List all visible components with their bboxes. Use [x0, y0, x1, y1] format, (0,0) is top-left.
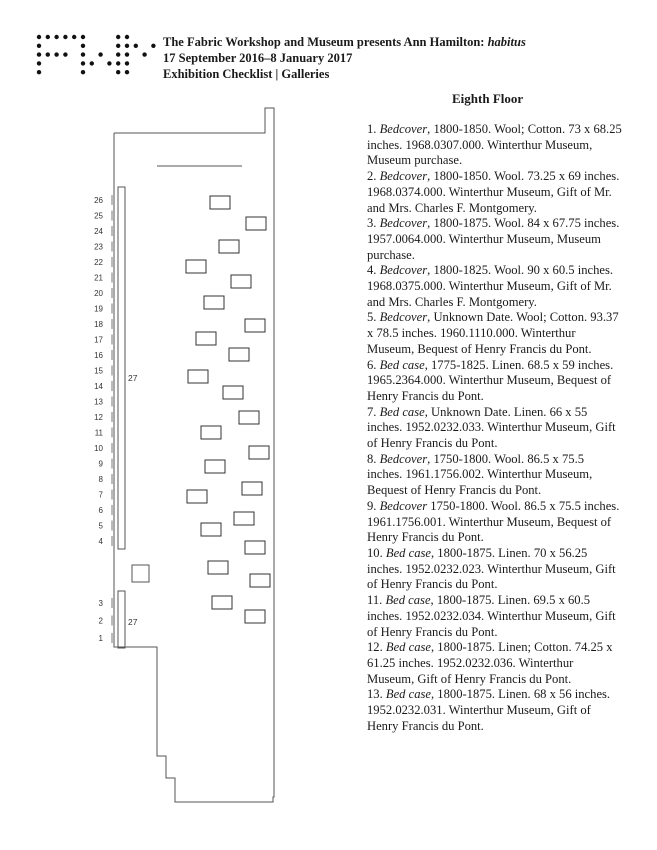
- entry-title: Bedcover: [379, 451, 428, 466]
- entry-details: , 1750-1800. Wool. 86.5 x 75.5 inches. 1961.1756.002. Winterthur Museum, Bequest of Henry Francis du Pont.: [367, 451, 593, 498]
- display-case: [212, 596, 232, 609]
- entry-number: 2.: [367, 169, 380, 184]
- display-case: [229, 348, 249, 361]
- display-case: [245, 319, 265, 332]
- row-number-12: 12: [94, 413, 103, 422]
- row-number-2: 2: [98, 616, 103, 626]
- outer-wall: [114, 108, 274, 802]
- display-case: [201, 523, 221, 536]
- display-case: [186, 260, 206, 273]
- entry-title: Bedcover: [379, 122, 428, 136]
- display-case: [246, 217, 266, 230]
- checklist-entry: [367, 263, 622, 310]
- checklist-entry: [367, 593, 622, 640]
- display-case: [231, 275, 251, 288]
- display-case: [234, 512, 254, 525]
- row-number-10: 10: [94, 444, 103, 453]
- entry-title: Bed case: [379, 357, 425, 372]
- entry-number: 6.: [367, 357, 380, 372]
- entry-details: , Unknown Date. Linen. 66 x 55 inches. 1952.0232.033. Winterthur Museum, Gift of Henry Francis du Pont.: [367, 404, 616, 451]
- row-number-3: 3: [98, 599, 103, 608]
- display-case: [245, 541, 265, 554]
- header-subtitle: Exhibition Checklist | Galleries: [163, 67, 330, 81]
- entry-title: Bedcover: [379, 498, 428, 513]
- display-case: [242, 482, 262, 495]
- display-case: [245, 610, 265, 623]
- display-case: [210, 196, 230, 209]
- row-number-22: 22: [94, 258, 103, 267]
- entry-title: Bed case: [385, 687, 431, 702]
- display-case: [219, 240, 239, 253]
- checklist-entry: [367, 405, 622, 452]
- entry-details: , 1800-1875. Linen; Cotton. 74.25 x 61.25 inches. 1952.0232.036. Winterthur Museum, Gift of Henry Francis du Pont.: [367, 640, 613, 686]
- entry-details: , 1800-1875. Wool. 84 x 67.75 inches. 1957.0064.000. Winterthur Museum, Museum purchase.: [367, 216, 620, 262]
- display-case: [223, 386, 243, 399]
- checklist-entry: [367, 310, 622, 357]
- entry-number: 4.: [367, 263, 380, 278]
- checklist-entry: [367, 358, 622, 405]
- floor-title: Eighth Floor: [452, 91, 524, 106]
- wall-label-27-upper: 27: [128, 373, 138, 383]
- header-title-italic: habitus: [487, 35, 526, 49]
- entry-number: 12.: [367, 640, 386, 655]
- display-case: [205, 460, 225, 473]
- wall-label-27-lower: 27: [128, 617, 138, 627]
- entry-details: , 1775-1825. Linen. 68.5 x 59 inches. 1965.2364.000. Winterthur Museum, Bequest of Henry Francis du Pont.: [367, 357, 614, 403]
- entry-title: Bedcover: [379, 263, 428, 278]
- entry-details: , 1800-1875. Linen. 69.5 x 60.5 inches. 1952.0232.034. Winterthur Museum, Gift of Henry Francis du Pont.: [367, 593, 616, 639]
- checklist-entry: [367, 640, 622, 687]
- entry-number: 5.: [367, 310, 380, 325]
- checklist-entry: [367, 499, 622, 546]
- entry-number: 11.: [367, 593, 386, 608]
- entry-details: , Unknown Date. Wool; Cotton. 93.37 x 78.5 inches. 1960.1110.000. Winterthur Museum, Bequest of Henry Francis du Pont.: [367, 310, 619, 356]
- entry-number: 7.: [367, 404, 380, 419]
- display-case: [201, 426, 221, 439]
- row-number-15: 15: [94, 366, 103, 376]
- entry-title: Bed case: [379, 404, 425, 419]
- checklist-entry: [367, 546, 622, 593]
- entry-details: , 1800-1850. Wool. 73.25 x 69 inches. 1968.0374.000. Winterthur Museum, Gift of Mr. and Mrs. Charles F. Montgomery.: [367, 169, 620, 215]
- display-case: [239, 411, 259, 424]
- entry-title: Bedcover: [379, 216, 428, 231]
- checklist-entry: [367, 452, 622, 499]
- row-number-5: 5: [98, 521, 103, 531]
- entry-title: Bedcover: [379, 169, 428, 184]
- row-number-21: 21: [94, 273, 103, 283]
- row-number-24: 24: [94, 227, 103, 236]
- row-number-17: 17: [94, 335, 103, 345]
- display-case: [188, 370, 208, 383]
- entry-details: , 1800-1825. Wool. 90 x 60.5 inches. 1968.0375.000. Winterthur Museum, Gift of Mr. and Mrs. Charles F. Montgomery.: [367, 263, 614, 309]
- row-number-7: 7: [98, 490, 103, 500]
- entry-number: 8.: [367, 451, 380, 466]
- entry-title: Bed case: [385, 593, 431, 608]
- row-number-14: 14: [94, 382, 103, 391]
- entry-title: Bed case: [385, 545, 431, 560]
- entry-number: 9.: [367, 498, 380, 513]
- entry-number: 13.: [367, 687, 386, 702]
- entry-number: 10.: [367, 545, 386, 560]
- row-number-20: 20: [94, 289, 103, 298]
- checklist-entry: [367, 687, 622, 734]
- entry-title: Bed case: [385, 640, 431, 655]
- entry-details: , 1800-1875. Linen. 68 x 56 inches. 1952.0232.031. Winterthur Museum, Gift of Henry Francis du Pont.: [367, 687, 611, 733]
- row-number-19: 19: [94, 304, 103, 314]
- display-case: [204, 296, 224, 309]
- row-number-4: 4: [98, 537, 103, 546]
- display-case: [208, 561, 228, 574]
- row-number-6: 6: [98, 506, 103, 515]
- display-plinth: [132, 565, 149, 582]
- header-title-prefix: The Fabric Workshop and Museum presents Ann Hamilton:: [163, 35, 488, 49]
- display-wall-upper: [118, 187, 125, 549]
- entry-number: 3.: [367, 216, 380, 231]
- checklist: [367, 122, 622, 734]
- header-dates: 17 September 2016–8 January 2017: [163, 51, 353, 65]
- row-number-11: 11: [94, 428, 103, 438]
- row-number-13: 13: [94, 397, 103, 407]
- entry-title: Bedcover: [379, 310, 428, 325]
- checklist-entry: [367, 216, 622, 263]
- checklist-entry: [367, 169, 622, 216]
- row-number-1: 1: [98, 634, 103, 643]
- display-case: [249, 446, 269, 459]
- display-case: [187, 490, 207, 503]
- display-case: [250, 574, 270, 587]
- checklist-entry: [367, 122, 622, 169]
- entry-details: , 1800-1850. Wool; Cotton. 73 x 68.25 inches. 1968.0307.000. Winterthur Museum, Museum purchase.: [367, 122, 622, 168]
- row-number-16: 16: [94, 351, 103, 360]
- row-number-26: 26: [94, 196, 103, 205]
- row-number-8: 8: [98, 475, 103, 484]
- row-number-9: 9: [98, 459, 103, 469]
- row-number-18: 18: [94, 320, 103, 329]
- entry-details: , 1800-1875. Linen. 70 x 56.25 inches. 1952.0232.023. Winterthur Museum, Gift of Henry Francis du Pont.: [367, 545, 616, 592]
- display-case: [196, 332, 216, 345]
- display-wall-lower: [118, 591, 125, 648]
- row-number-25: 25: [94, 211, 103, 221]
- row-number-23: 23: [94, 242, 103, 252]
- entry-details: 1750-1800. Wool. 86.5 x 75.5 inches. 1961.1756.001. Winterthur Museum, Bequest of Henry Francis du Pont.: [367, 498, 620, 545]
- entry-number: 1.: [367, 122, 380, 136]
